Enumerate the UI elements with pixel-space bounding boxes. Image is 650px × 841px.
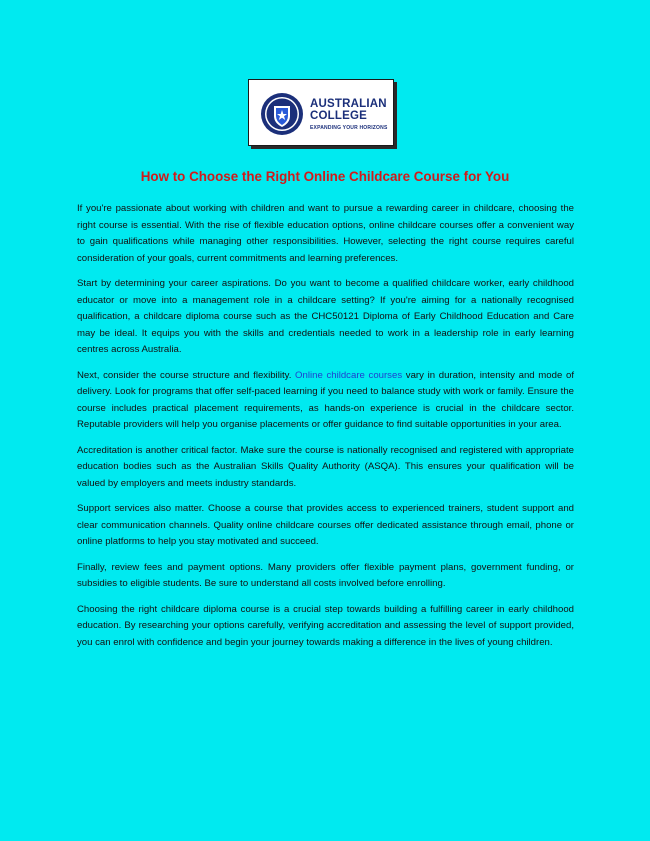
online-childcare-courses-link[interactable]: Online childcare courses	[295, 369, 403, 381]
paragraph-course-structure	[77, 368, 574, 434]
logo-line-college: COLLEGE	[310, 110, 367, 122]
college-logo	[248, 79, 394, 146]
article-body	[77, 201, 574, 660]
paragraph-career-aspirations: Start by determining your career aspirations. Do you want to become a qualified childcare worker, early childhood educator or move into a management role in a childcare setting? If you're aiming for a nationally recognised qualification, a childcare diploma course such as the CHC50121 Diploma of Early Childhood Education and Care may be ideal. It equips you with the skills and credentials needed to work in a leadership role in early learning centres across Australia.	[77, 278, 574, 355]
article-title: How to Choose the Right Online Childcare Course for You	[140, 169, 510, 184]
paragraph-accreditation: Accreditation is another critical factor. Make sure the course is nationally recognised and registered with appropriate education bodies such as the Australian Skills Quality Authority (ASQA). This ensures your qualification will be valued by employers and meets industry standards.	[77, 444, 574, 489]
shield-crest-icon	[260, 92, 304, 136]
paragraph-support-services: Support services also matter. Choose a course that provides access to experienced trainers, student support and clear communication channels. Quality online childcare courses offer dedicated assistance through email, phone or online platforms to help you stay motivated and succeed.	[77, 503, 574, 547]
paragraph-conclusion: Choosing the right childcare diploma course is a crucial step towards building a fulfilling career in early childhood education. By researching your options carefully, verifying accreditation and assessing the level of support provided, you can enrol with confidence and begin your journey towards making a difference in the lives of young children.	[77, 603, 574, 648]
paragraph-fees: Finally, review fees and payment options. Many providers offer flexible payment plans, government funding, or subsidies to eligible students. Be sure to understand all costs involved before enrolling.	[77, 561, 574, 589]
logo-tagline: EXPANDING YOUR HORIZONS	[310, 125, 388, 131]
paragraph-intro: If you're passionate about working with children and want to pursue a rewarding career in childcare, choosing the right course is essential. With the rise of flexible education options, online childcare courses offer a convenient way to gain qualifications while managing other responsibilities. However, selecting the right course requires careful consideration of your goals, current commitments and learning preferences.	[77, 203, 574, 264]
logo-line-australian: AUSTRALIAN	[310, 98, 387, 110]
paragraph-text-after-link: vary in duration, intensity and mode of delivery. Look for programs that offer self-paced learning if you need to balance study with work or family. Ensure the course includes practical placement requirements, as hands-on experience is crucial in the childcare sector. Reputable providers will help you organise placements or offer guidance to find suitable opportunities in your area.	[77, 369, 574, 430]
paragraph-text-before-link: Next, consider the course structure and flexibility.	[77, 369, 296, 381]
logo-wordmark	[310, 98, 387, 131]
